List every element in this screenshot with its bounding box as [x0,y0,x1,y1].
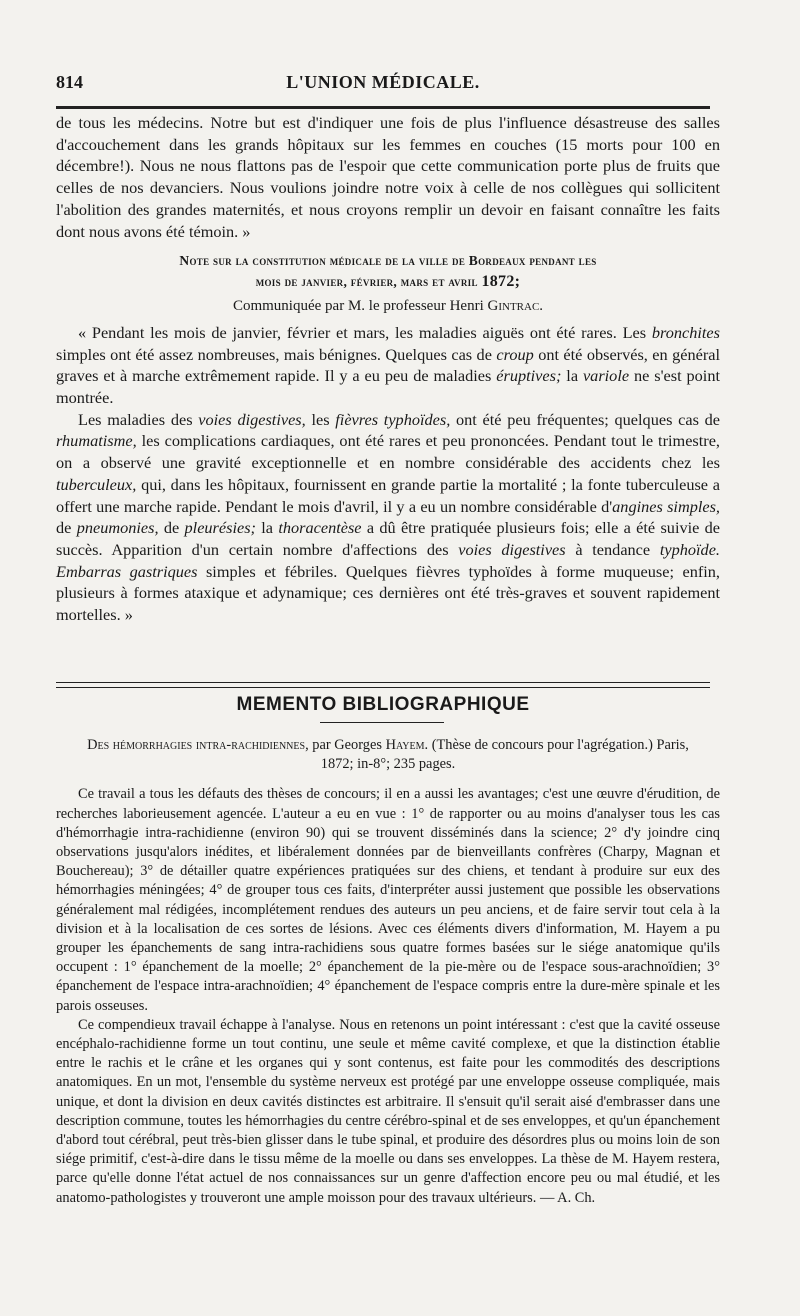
communicated-by [56,296,720,318]
p2-text-7: de [163,518,180,538]
page-number: 814 [56,72,83,92]
p2-text-3: ont été peu fréquentes; quelques cas de [456,409,721,429]
p2-text-6: de [56,518,72,538]
ref-title: Des hémorrhagies intra-rachidiennes, [87,737,309,753]
p1-text-1: « Pendant les mois de janvier, février et mars, les maladies aiguës ont été rares. Les [78,322,647,342]
running-title: L'UNION MÉDICALE. [286,72,480,92]
bibliography-section [56,736,720,1208]
p2-italic-5: angines simples, [612,496,720,516]
ref-rest: (Thèse de concours pour l'agrégation.) Paris, 1872; in-8°; 235 pages. [320,737,689,773]
note-title-line1: Note sur la constitution médicale de la ville de Bordeaux pendant les [179,253,597,269]
header-rule [56,106,710,109]
p2-text-5: qui, dans les hôpitaux, fournissent en grande partie la mortalité ; la fonte tuberculeuse a offert une marche rapide. Pendant le mois d'avril, il y a eu un nombre considérable d' [56,474,720,516]
communicated-author: Gintrac. [487,298,544,315]
p2-text-8: la [261,518,274,538]
ref-mid: par Georges [312,737,382,753]
ref-author: Hayem. [385,737,429,753]
memento-title: MEMENTO BIBLIOGRAPHIQUE [236,694,530,715]
p2-text-1: Les maladies des [78,409,193,429]
paragraph-diseases [56,409,720,626]
review-paragraph-2: Ce compendieux travail échappe à l'analyse. Nous en retenons un point intéressant : c'est que la cavité osseuse encéphalo-rachidienne forme un tout continu, une seule et même cavité complexe, et que la distinction établie entre le rachis et le crâne et les organes qui y sont contenus, est faite pour les commodités des descriptions anatomiques. En un mot, l'ensemble du système nerveux est protégé par une enveloppe osseuse compliquée, mais unique, et dont la division en deux cavités distinctes est arbitraire. Il s'ensuit qu'il serait aisé d'embrasser dans une description commune, toutes les hémorrhagies du centre cérébro-spinal et de ses enveloppes, et qu'un épanchement d'abord tout cérébral, peut très-bien glisser dans le tube spinal, et produire des désordres plus ou moins loin de son siége primitif, c'est-à-dire dans le tissu même de la moelle ou dans ses enveloppes. La thèse de M. Hayem restera, parce qu'elle donne l'état actuel de nos connaissances sur un genre d'affection encore peu ou mal étudié, et les anatomo-pathologistes y trouveront une ample moisson pour des travaux ultérieurs. — A. Ch. [56,1016,720,1206]
p1-italic-1: bronchites [651,322,720,342]
title-underline [320,722,444,723]
p2-italic-4: tuberculeux, [56,474,137,494]
p2-italic-11: Embarras gastriques [56,561,198,581]
p2-italic-8: thoracentèse [278,518,362,538]
p1-italic-2: croup [496,344,534,364]
p1-italic-4: variole [582,366,630,386]
intro-paragraph: de tous les médecins. Notre but est d'indiquer une fois de plus l'influence désastreuse des salles d'accouchement dans les grands hôpitaux sur les femmes en couches (15 morts pour 100 en décembre!). Nous ne nous flattons pas de l'espoir que cette communication porte plus de fruits que celles de nos devanciers. Nous voulions joindre notre voix à celle de nos collègues qui sollicitent l'abolition des grandes maternités, et nous croyons remplir un devoir en faisant connaître les faits dont nous avons été témoin. » [56,113,720,241]
p2-italic-6: pneumonies, [76,518,159,538]
p1-text-4: la [566,366,579,386]
book-reference [56,736,720,774]
note-title [56,250,720,292]
p1-text-5: ne s'est point montrée. [56,366,720,408]
p2-italic-9: voies digestives [458,539,566,559]
paragraph-winter [56,322,720,409]
page-header [56,72,710,102]
review-paragraph-1: Ce travail a tous les défauts des thèses de concours; il en a aussi les avantages; c'est une œuvre d'érudition, de recherches laborieusement agencée. L'auteur a eu en vue : 1° de rapporter ou au moins d'analyser tous les cas d'hémorrhagie intra-rachidienne (environ 90) qui se trouvent disséminés dans la science; 2° d'y joindre cinq observations jusqu'alors inédites, et libéralement données par de bienveillants confrères (Charpy, Magnan et Bouchereau); 3° de détailler quatre expériences pratiquées sur des chiens, et tendant à produire sur eux des hémorrhagies méningées; 4° de grouper tous ces faits, d'interpréter aussi justement que possible les observations généralement mal rédigées, incomplétement rendues des auteurs un peu anciens, et de faire servir tout cela à la division et à la localisation de ces sortes de lésions. Avec ces éléments divers d'information, M. Hayem a pu grouper les épanchements de sang intra-rachidiens sous quatre formes basées sur le siége anatomique qu'ils occupent : 1° épanchement de la moelle; 2° épanchement de la pie-mère ou de l'espace sous-arachnoïdien; 3° épanchement de l'espace intra-arachnoïdien; 4° épanchement de l'espace compris entre la dure-mère spinale et les parois osseuses. [56,786,720,1014]
section-double-rule [56,682,710,688]
p1-text-2: simples ont été assez nombreuses, mais bénignes. Quelques cas de [56,344,492,364]
note-year: 1872; [481,273,521,291]
p2-text-4: les complications cardiaques, ont été rares et peu prononcées. Pendant tout le trimestre, on a observé une gravité exceptionnelle et en nombre considérable des accidents chez les [56,431,720,473]
p2-text-10: à tendance [575,539,651,559]
p2-italic-7: pleurésies; [184,518,256,538]
p1-text-3: ont été observés, en général graves et à marche extrêmement rapide. Il y a eu peu de maladies [56,344,721,386]
p1-italic-3: éruptives; [496,366,562,386]
communicated-prefix: Communiquée par M. le professeur Henri [232,298,484,315]
main-text [56,112,720,626]
p2-italic-2: fièvres typhoïdes, [335,409,451,429]
p2-text-11: simples et fébriles. Quelques fièvres typhoïdes à forme muqueuse; enfin, plusieurs à formes ataxique et adynamique; ces dernières ont été très-graves et souvent rapidement mortelles. » [56,561,720,625]
p2-text-2: les [311,409,330,429]
p2-italic-3: rhumatisme, [56,431,137,451]
p2-italic-1: voies digestives, [198,409,306,429]
note-title-line2: mois de janvier, février, mars et avril [255,274,478,290]
p2-text-9: a dû être pratiquée plusieurs fois; elle a été suivie de succès. Apparition d'un certain nombre d'affections des [56,518,721,559]
p2-italic-10: typhoïde. [659,539,720,559]
